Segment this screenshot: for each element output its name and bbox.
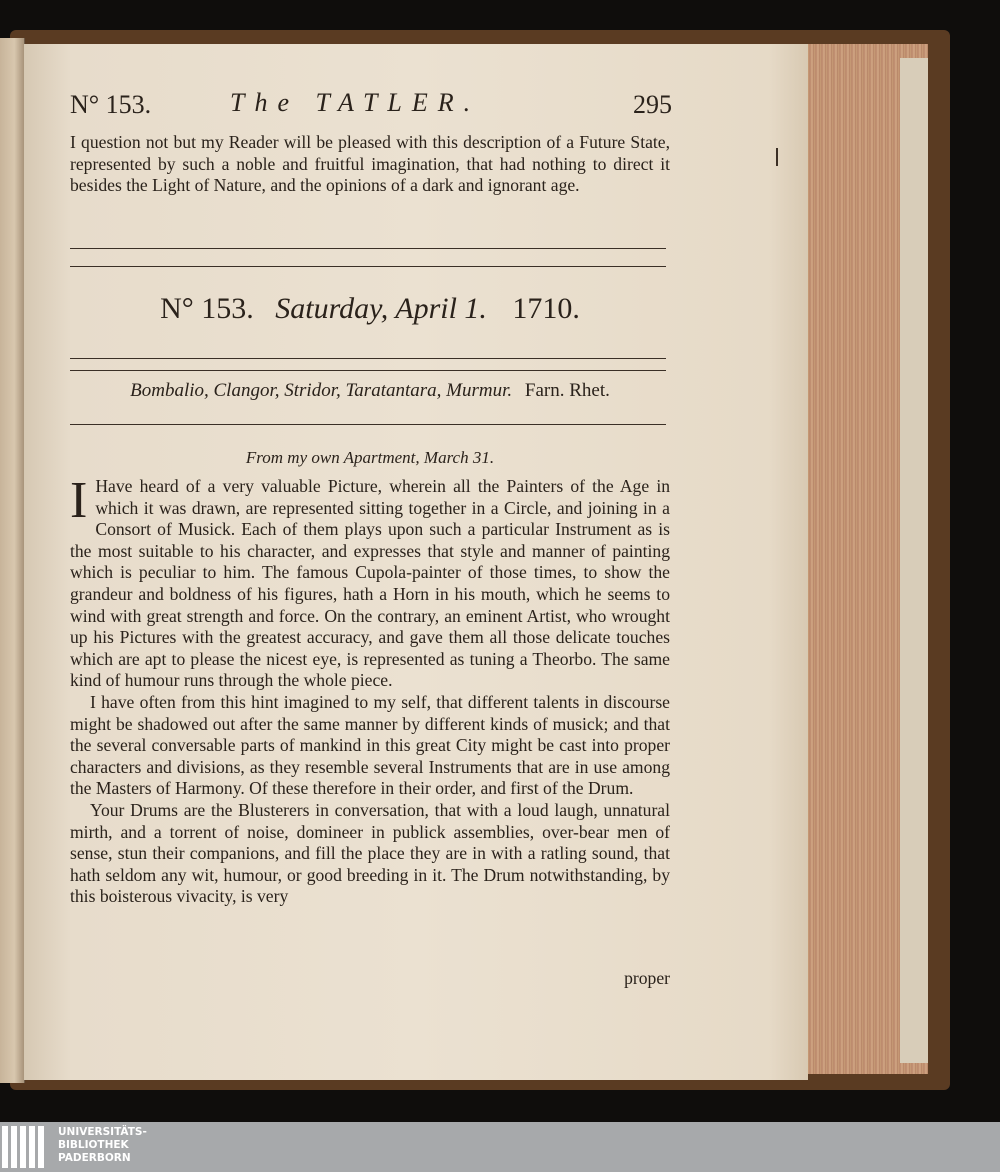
header-number: N° 153.	[70, 90, 152, 119]
library-name-line-3: PADERBORN	[58, 1152, 131, 1164]
library-name-line-1: UNIVERSITÄTS-	[58, 1126, 147, 1138]
rule-bottom	[70, 424, 666, 425]
issue-number: N° 153.	[160, 292, 254, 325]
paragraph-1-text: Have heard of a very valuable Picture, wherein all the Painters of the Age in which it was drawn, are represented sitting together in a Circle, and joining in a Consort of Musick. Each of them plays upon such a particular Instrument as is the most suitable to his character, and expresses that style and manner of painting which is peculiar to him. The famous Cupola-painter of those times, to show the grandeur and boldness of his figures, hath a Horn in his mouth, which he seems to wind with great strength and force. On the contrary, an eminent Artist, who wrought up his Pictures with the greatest accuracy, and gave them all those delicate touches which are apt to please the nicest eye, is represented as tuning a Theorbo. The same kind of humour runs through the whole piece.	[70, 476, 670, 691]
issue-heading	[70, 292, 670, 326]
paragraph-1	[70, 472, 670, 692]
library-name	[58, 1126, 147, 1165]
header-title: The TATLER.	[230, 88, 481, 117]
issue-date: Saturday, April 1.	[275, 292, 487, 325]
page-block-flyleaf	[900, 58, 928, 1063]
margin-mark	[776, 148, 778, 166]
running-header	[70, 88, 670, 124]
dateline: From my own Apartment, March 31.	[245, 448, 495, 467]
intro-paragraph: I question not but my Reader will be pleased with this description of a Future State, represented by such a noble and fruitful imagination, that had nothing to direct it besides the Light of Nature, and the opinions of a dark and ignorant age.	[70, 132, 670, 196]
issue-year: 1710.	[512, 292, 580, 325]
book-page	[24, 44, 808, 1080]
paragraph-3: Your Drums are the Blusterers in conversation, that with a loud laugh, unnatural mirth, and a torrent of noise, domineer in publick assemblies, over-bear men of sense, stun their companions, and fill the place they are in with a ratling sound, that hath seldom any wit, humour, or good breeding in it. The Drum notwithstanding, by this boisterous vivacity, is very	[70, 799, 670, 907]
rule-top-2	[70, 266, 666, 267]
library-logo-icon	[0, 1126, 48, 1168]
left-page-edge	[0, 38, 25, 1083]
library-name-line-2: BIBLIOTHEK	[58, 1139, 129, 1151]
drop-cap: I	[70, 472, 88, 529]
paragraph-2: I have often from this hint imagined to my self, that different talents in discourse might be shadowed out after the same manner by different kinds of musick; and that the several conversable parts of mankind in this great City might be cast into proper characters and divisions, as they resemble several Instruments that are in use among the Masters of Harmony. Of these therefore in their order, and first of the Drum.	[70, 691, 670, 799]
article-body	[70, 472, 670, 908]
motto-text: Bombalio, Clangor, Stridor, Taratantara, Murmur.	[130, 380, 513, 401]
rule-mid-1	[70, 358, 666, 359]
motto-source: Farn. Rhet.	[524, 380, 610, 401]
library-footer	[0, 1122, 1000, 1172]
rule-mid-2	[70, 370, 666, 371]
rule-top-1	[70, 248, 666, 249]
motto	[70, 380, 670, 402]
catchword: proper	[624, 968, 670, 988]
page-number: 295	[633, 90, 672, 119]
